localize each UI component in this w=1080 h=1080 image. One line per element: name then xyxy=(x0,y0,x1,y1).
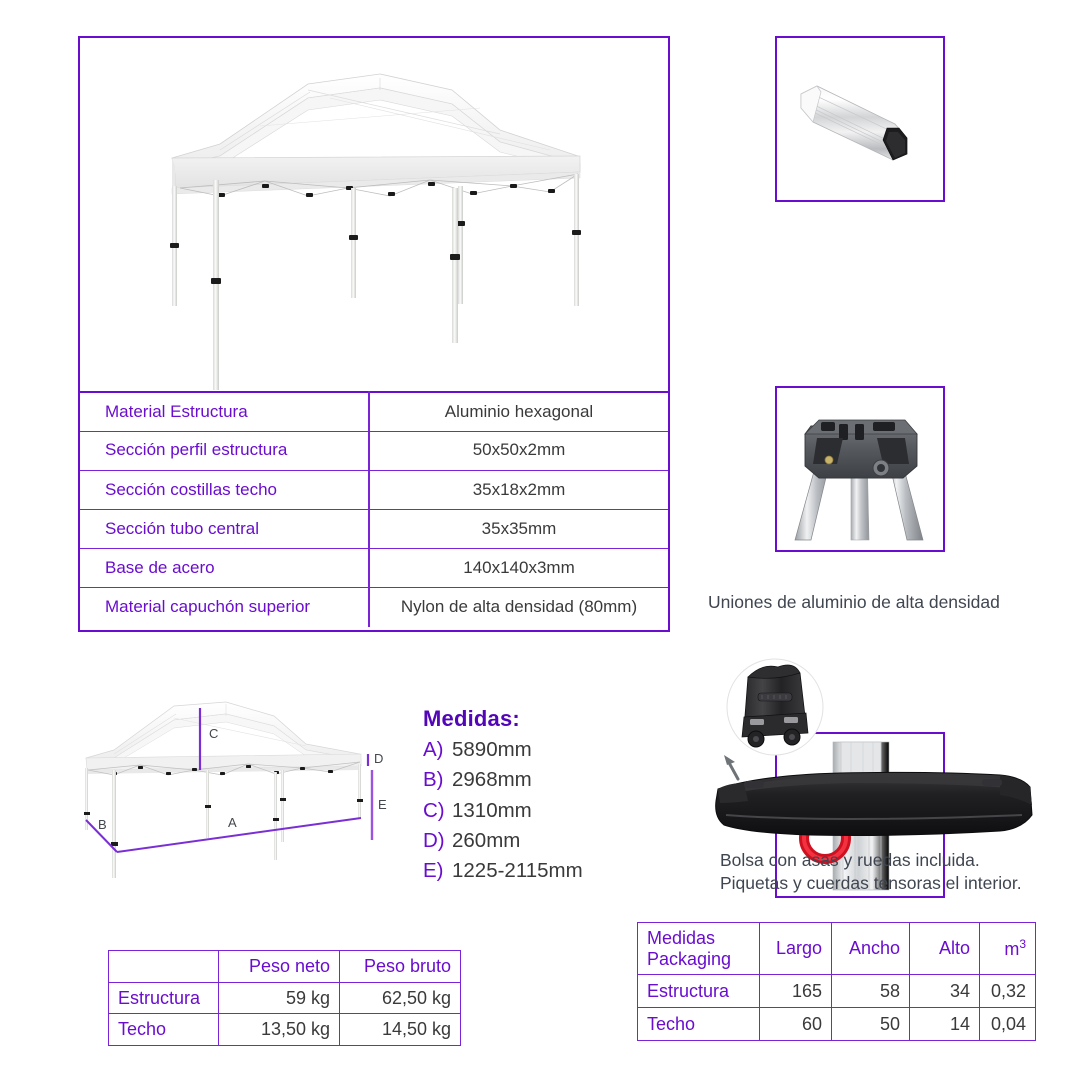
packaging-corner-line1: Medidas xyxy=(647,928,716,948)
measurement-label: E) xyxy=(423,859,444,883)
table-row xyxy=(638,1008,1036,1041)
weight-row-label: Estructura xyxy=(109,982,219,1014)
packaging-table-container xyxy=(637,922,1035,1041)
dimension-diagram xyxy=(78,700,408,890)
spec-value: 35x18x2mm xyxy=(369,470,668,509)
measurements-legend xyxy=(423,706,663,887)
measurement-label: B) xyxy=(423,768,444,792)
measurement-value: 1225-2115mm xyxy=(452,859,583,883)
spec-value: Nylon de alta densidad (80mm) xyxy=(369,588,668,627)
weight-header-bruto: Peso bruto xyxy=(340,951,461,983)
table-row xyxy=(80,588,668,627)
table-header-row xyxy=(109,951,461,983)
packaging-m3: 0,32 xyxy=(980,975,1036,1008)
table-row xyxy=(109,982,461,1014)
packaging-alto: 14 xyxy=(910,1008,980,1041)
measurement-label: A) xyxy=(423,738,444,761)
list-item xyxy=(423,765,663,795)
table-row xyxy=(80,392,668,431)
dimension-label-D: D xyxy=(374,751,384,766)
packaging-largo: 60 xyxy=(760,1008,832,1041)
packaging-alto: 34 xyxy=(910,975,980,1008)
packaging-volume-unit: m xyxy=(1004,938,1020,959)
spec-key: Material Estructura xyxy=(80,392,369,431)
list-item xyxy=(423,796,663,826)
weight-corner-header xyxy=(109,951,219,983)
list-item xyxy=(423,735,663,765)
weight-header-neto: Peso neto xyxy=(219,951,340,983)
weight-neto: 13,50 kg xyxy=(219,1014,340,1046)
packaging-corner-line2: Packaging xyxy=(647,948,732,969)
measurement-value: 5890mm xyxy=(452,738,532,761)
packaging-volume-exponent: 3 xyxy=(1019,936,1026,951)
caption-bag-line1: Bolsa con asas y ruedas incluida. xyxy=(720,850,980,870)
joint-connector-illustration xyxy=(777,388,943,550)
packaging-m3: 0,04 xyxy=(980,1008,1036,1041)
weight-table-container xyxy=(108,950,460,1046)
gazebo-illustration xyxy=(80,38,667,391)
caption-joints: Uniones de aluminio de alta densidad xyxy=(708,592,1000,612)
photo-aluminium-joint xyxy=(775,386,945,552)
packaging-row-label: Estructura xyxy=(638,975,760,1008)
measurements-list xyxy=(423,735,663,887)
measurement-value: 2968mm xyxy=(452,768,532,792)
table-header-row xyxy=(638,923,1036,975)
packaging-ancho: 58 xyxy=(832,975,910,1008)
main-product-panel xyxy=(78,36,670,632)
dimension-label-C: C xyxy=(209,726,219,741)
dimension-label-A: A xyxy=(228,815,237,830)
measurement-label: D) xyxy=(423,828,445,852)
weight-bruto: 62,50 kg xyxy=(340,982,461,1014)
packaging-header-alto: Alto xyxy=(910,923,980,975)
spec-value: 50x50x2mm xyxy=(369,431,668,470)
photo-aluminium-profile xyxy=(775,36,945,202)
table-row xyxy=(638,975,1036,1008)
dimension-diagram-svg xyxy=(78,700,408,890)
weight-bruto: 14,50 kg xyxy=(340,1014,461,1046)
table-row xyxy=(80,470,668,509)
spec-key: Sección perfil estructura xyxy=(80,431,369,470)
list-item xyxy=(423,826,663,856)
photo-carry-bag xyxy=(700,655,1045,847)
packaging-header-largo: Largo xyxy=(760,923,832,975)
dimension-label-E: E xyxy=(378,797,387,812)
packaging-ancho: 50 xyxy=(832,1008,910,1041)
carry-bag-illustration xyxy=(700,655,1045,847)
spec-table-body xyxy=(80,392,668,627)
packaging-header-volume xyxy=(980,923,1036,975)
table-row xyxy=(80,510,668,549)
measurement-value: 1310mm xyxy=(452,798,532,822)
weight-neto: 59 kg xyxy=(219,982,340,1014)
gazebo-photo xyxy=(80,38,668,391)
measurement-label: C) xyxy=(423,798,445,822)
table-row xyxy=(109,1014,461,1046)
caption-bag xyxy=(720,849,1070,896)
caption-bag-line2: Piquetas y cuerdas tensoras el interior. xyxy=(720,873,1022,894)
measurements-title: Medidas: xyxy=(423,706,520,731)
spec-value: 140x140x3mm xyxy=(369,549,668,588)
spec-value: 35x35mm xyxy=(369,510,668,549)
measurement-value: 260mm xyxy=(452,828,521,852)
list-item xyxy=(423,856,663,886)
packaging-row-label: Techo xyxy=(638,1008,760,1041)
weight-row-label: Techo xyxy=(109,1014,219,1046)
spec-value: Aluminio hexagonal xyxy=(369,392,668,431)
spec-key: Material capuchón superior xyxy=(80,588,369,627)
packaging-largo: 165 xyxy=(760,975,832,1008)
dimension-label-B: B xyxy=(98,817,107,832)
table-row xyxy=(80,549,668,588)
spec-key: Sección tubo central xyxy=(80,510,369,549)
specifications-table xyxy=(80,391,668,627)
packaging-corner-header xyxy=(638,923,760,975)
packaging-table xyxy=(637,922,1036,1041)
spec-key: Base de acero xyxy=(80,549,369,588)
hexagonal-profile-illustration xyxy=(777,38,943,200)
table-row xyxy=(80,431,668,470)
packaging-header-ancho: Ancho xyxy=(832,923,910,975)
spec-key: Sección costillas techo xyxy=(80,470,369,509)
weight-table xyxy=(108,950,461,1046)
